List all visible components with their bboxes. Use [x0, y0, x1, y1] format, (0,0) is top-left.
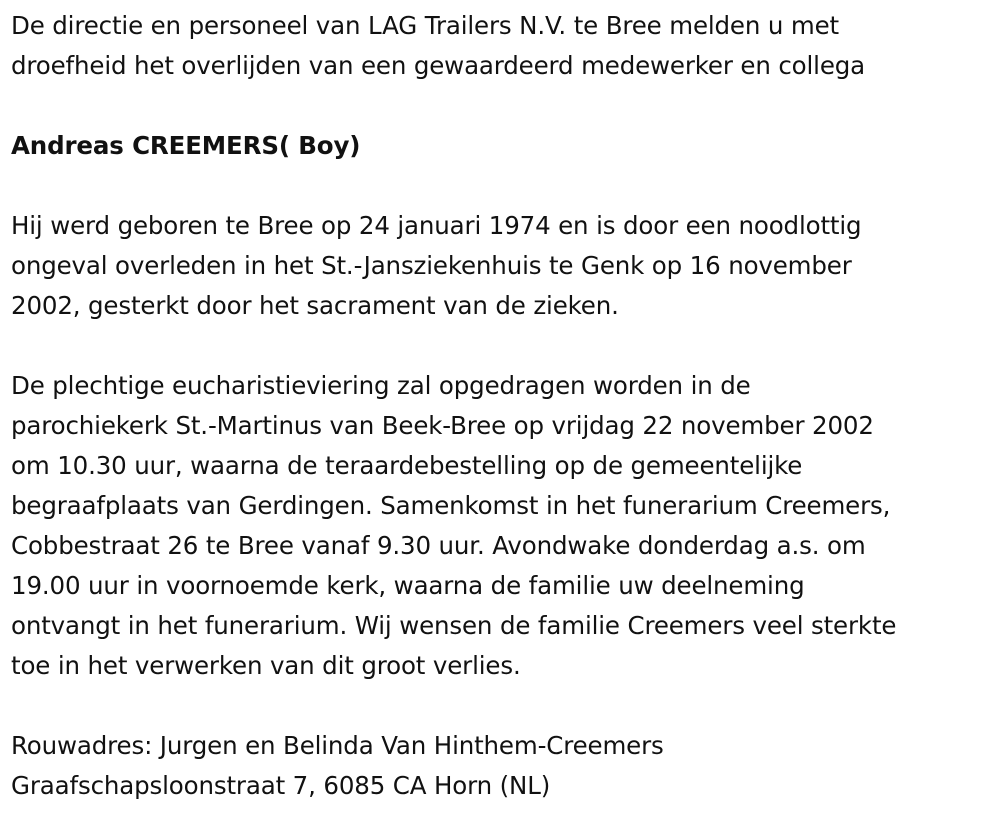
paragraph-spacer	[11, 686, 996, 726]
ceremony-line: De plechtige eucharistieviering zal opgedragen worden in de	[11, 371, 751, 400]
birth-death-line: 2002, gesterkt door het sacrament van de zieken.	[11, 291, 619, 320]
ceremony-line: om 10.30 uur, waarna de teraardebestelling op de gemeentelijke	[11, 451, 803, 480]
ceremony-line: begraafplaats van Gerdingen. Samenkomst in het funerarium Creemers,	[11, 491, 891, 520]
mourning-address-line: Graafschapsloonstraat 7, 6085 CA Horn (NL)	[11, 771, 551, 800]
mourning-address-line: Rouwadres: Jurgen en Belinda Van Hinthem-Creemers	[11, 731, 664, 760]
ceremony-line: Cobbestraat 26 te Bree vanaf 9.30 uur. Avondwake donderdag a.s. om	[11, 531, 866, 560]
ceremony-paragraph	[11, 366, 996, 686]
ceremony-line: parochiekerk St.-Martinus van Beek-Bree op vrijdag 22 november 2002	[11, 411, 874, 440]
ceremony-line: ontvangt in het funerarium. Wij wensen de familie Creemers veel sterkte	[11, 611, 897, 640]
deceased-name: Andreas CREEMERS( Boy)	[11, 131, 361, 160]
birth-death-line: Hij werd geboren te Bree op 24 januari 1974 en is door een noodlottig	[11, 211, 862, 240]
paragraph-spacer	[11, 326, 996, 366]
paragraph-spacer	[11, 86, 996, 126]
ceremony-line: 19.00 uur in voornoemde kerk, waarna de familie uw deelneming	[11, 571, 805, 600]
intro-paragraph	[11, 6, 996, 86]
ceremony-line: toe in het verwerken van dit groot verlies.	[11, 651, 521, 680]
intro-line: droefheid het overlijden van een gewaardeerd medewerker en collega	[11, 51, 866, 80]
birth-death-line: ongeval overleden in het St.-Jansziekenhuis te Genk op 16 november	[11, 251, 852, 280]
mourning-address-paragraph	[11, 726, 996, 806]
deceased-name-heading	[11, 126, 996, 166]
obituary-document	[11, 6, 996, 806]
intro-line: De directie en personeel van LAG Trailers N.V. te Bree melden u met	[11, 11, 839, 40]
birth-death-paragraph	[11, 206, 996, 326]
paragraph-spacer	[11, 166, 996, 206]
